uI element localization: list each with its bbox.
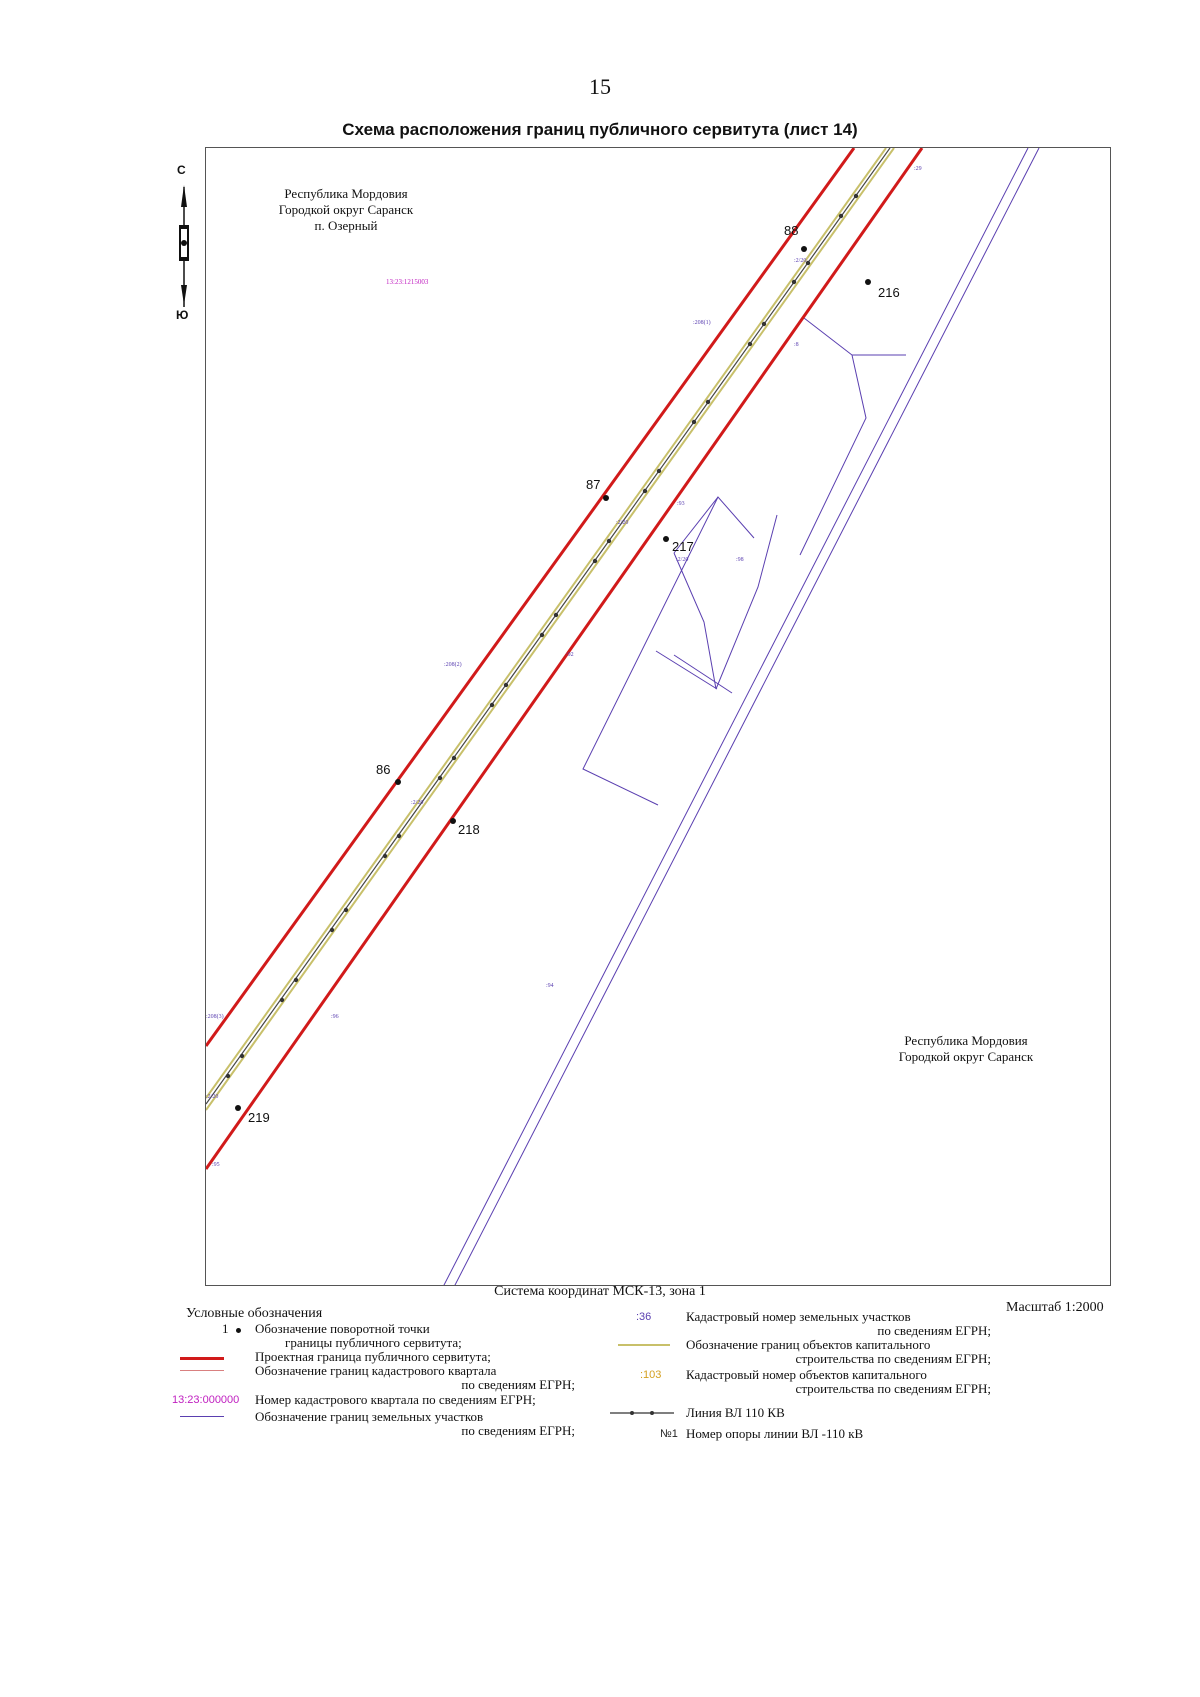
map-frame: [205, 147, 1111, 1286]
parcel-label: :208(3): [206, 1014, 224, 1020]
legend-title: Условные обозначения: [186, 1306, 323, 1321]
south-label: Ю: [176, 308, 189, 322]
parcel-label: :29: [914, 166, 922, 172]
point-label-88: 88: [784, 223, 799, 238]
parcel-label: :2/20: [411, 800, 424, 806]
parcel-label: :92: [566, 652, 574, 658]
legend-powerline-text: Линия ВЛ 110 КВ: [686, 1405, 785, 1420]
legend-parcel-number-sample: :36: [636, 1311, 652, 1323]
legend-pole-sample: №1: [660, 1428, 678, 1440]
parcel-label: :208(2): [444, 662, 462, 668]
legend-capital-number-text: Кадастровый номер объектов капитального строительства по сведениям ЕГРН;: [686, 1367, 991, 1396]
parcel-label: :2/20: [616, 520, 629, 526]
powerline-nodes: [226, 194, 858, 1078]
parcel-label: :2/20: [676, 557, 689, 563]
parcel-label: :98: [736, 557, 744, 563]
legend-capital-line: [618, 1344, 670, 1346]
point-label-87: 87: [586, 477, 601, 492]
parcel-label: :95: [212, 1162, 220, 1168]
legend-quarter-number-text: Номер кадастрового квартала по сведениям ЕГРН;: [255, 1392, 536, 1407]
legend-capital-text: Обозначение границ объектов капитального строительства по сведениям ЕГРН;: [686, 1337, 991, 1366]
parcel-label: :2/20: [794, 258, 807, 264]
legend-pole-text: Номер опоры линии ВЛ -110 кВ: [686, 1426, 864, 1441]
legend-parcel-number-text: Кадастровый номер земельных участков по сведениям ЕГРН;: [686, 1309, 991, 1338]
map-drawing: [206, 148, 1111, 1286]
cadastral-quarter-number: 13:23:1215003: [386, 278, 429, 286]
north-label: С: [177, 163, 186, 177]
parcel-label: :8: [794, 342, 799, 348]
coordinate-system: Система координат МСК-13, зона 1: [494, 1284, 706, 1299]
legend-point-text: Обозначение поворотной точки границы публичного сервитута;: [255, 1321, 462, 1350]
legend-quarter-text: Обозначение границ кадастрового квартала по сведениям ЕГРН;: [255, 1363, 575, 1392]
point-label-219: 219: [248, 1110, 270, 1125]
parcel-boundaries: [443, 148, 1039, 1286]
legend-quarter-number-sample: 13:23:000000: [172, 1394, 240, 1406]
legend-point-symbol: 1: [222, 1322, 241, 1336]
region-label-top: Республика Мордовия Городкой округ Саранск п. Озерный: [278, 186, 414, 233]
parcel-label: :96: [331, 1014, 339, 1020]
legend-servitude-line: [180, 1357, 224, 1360]
scale: Масштаб 1:2000: [1006, 1300, 1104, 1315]
map-title: Схема расположения границ публичного сервитута (лист 14): [342, 120, 858, 139]
capital-object-boundary: [206, 148, 894, 1110]
legend-parcel-line: [180, 1416, 224, 1417]
north-arrow-icon: [172, 165, 196, 325]
legend-servitude-text: Проектная граница публичного сервитута;: [255, 1349, 491, 1364]
servitude-boundaries: [206, 148, 922, 1169]
point-label-218: 218: [458, 822, 480, 837]
parcel-label: :93: [677, 501, 685, 507]
point-label-217: 217: [672, 539, 694, 554]
parcel-label: :208(1): [693, 320, 711, 326]
legend-parcel-text: Обозначение границ земельных участков по сведениям ЕГРН;: [255, 1409, 575, 1438]
legend-quarter-line: [180, 1370, 224, 1371]
parcel-label: :2/20: [206, 1094, 219, 1100]
point-label-86: 86: [376, 762, 391, 777]
legend-powerline-symbol: [610, 1409, 674, 1417]
legend-capital-number-sample: :103: [640, 1369, 662, 1381]
parcel-label: :94: [546, 983, 554, 989]
point-label-216: 216: [878, 285, 900, 300]
page-number: 15: [589, 74, 611, 99]
region-label-bottom: Республика Мордовия Городкой округ Саранск: [898, 1033, 1034, 1064]
powerline-110kv: [206, 148, 890, 1104]
